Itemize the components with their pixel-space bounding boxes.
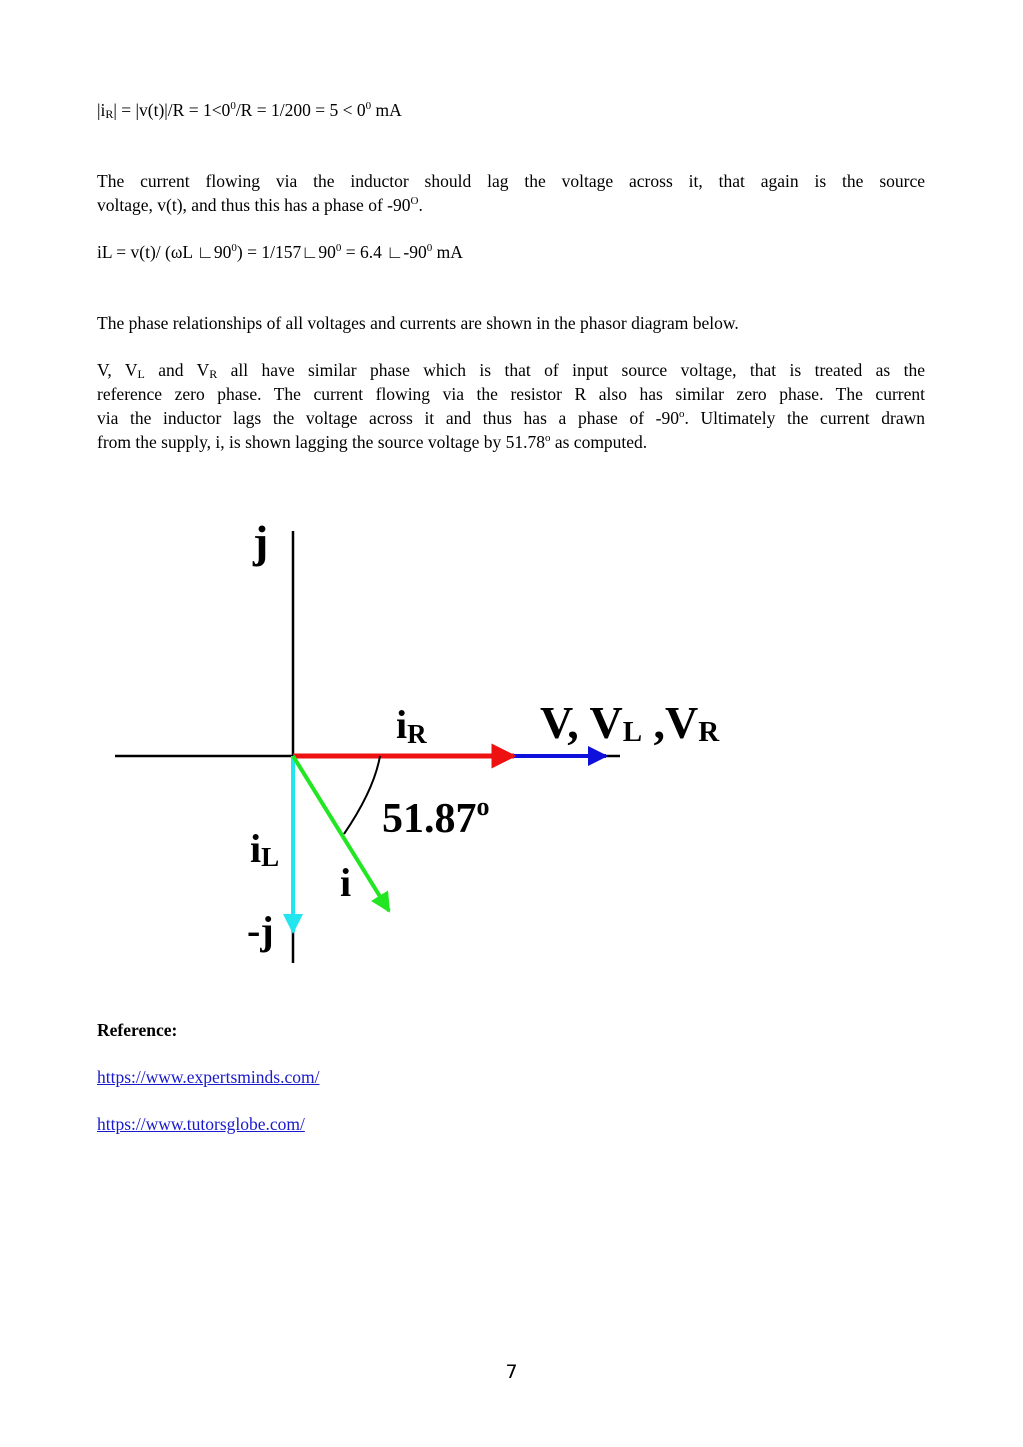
paragraph-inductor-line-2: voltage, v(t), and thus this has a phase of $-90^O$. [97, 195, 423, 215]
angle-label: 51.87$^o$ [382, 792, 490, 842]
reference-heading: Reference: [97, 1020, 178, 1040]
paragraph-phase-line-4: from the supply, i, is shown lagging the source voltage by 51.78$^o$ as computed. [97, 432, 648, 452]
reference-link-expertsminds[interactable]: https://www.expertsminds.com/ [97, 1067, 320, 1087]
equation-ir: $|i_R| = |v(t)|/R = 1<0^0/R = 1/200 = 5 < 0^0$ mA [97, 100, 402, 121]
paragraph-inductor-line-1: The current flowing via the inductor should lag the voltage across it, that again is the source [97, 171, 925, 191]
label-v: V, VL ,VR [540, 697, 720, 748]
page-number: 7 [505, 1361, 518, 1383]
paragraph-phase-line-3: via the inductor lags the voltage across it and thus has a phase of -90$^o$. Ultimately the current drawn [97, 408, 925, 428]
paragraph-phase-line-2: reference zero phase. The current flowing via the resistor R also has similar zero phase. The current [97, 384, 925, 404]
angle-arc [344, 756, 380, 834]
label-il: iL [250, 826, 280, 872]
label-ir: iR [396, 702, 427, 749]
reference-link-tutorsglobe[interactable]: https://www.tutorsglobe.com/ [97, 1114, 305, 1134]
paragraph-phase-line-1: V, $V_L$ and $V_R$ all have similar phase which is that of input source voltage, that is treated as the [97, 360, 925, 381]
label-neg-j: -j [247, 908, 274, 953]
paragraph-phasor-intro: The phase relationships of all voltages and currents are shown in the phasor diagram below. [97, 313, 739, 333]
phasor-diagram [0, 500, 1023, 980]
label-j: j [253, 516, 269, 567]
equation-il: iL = v(t)/ (ωL $∟90^0$) = $1/157∟90^0 = 6.4$ $∟-90^0$ mA [97, 242, 463, 262]
label-i: i [340, 860, 352, 905]
